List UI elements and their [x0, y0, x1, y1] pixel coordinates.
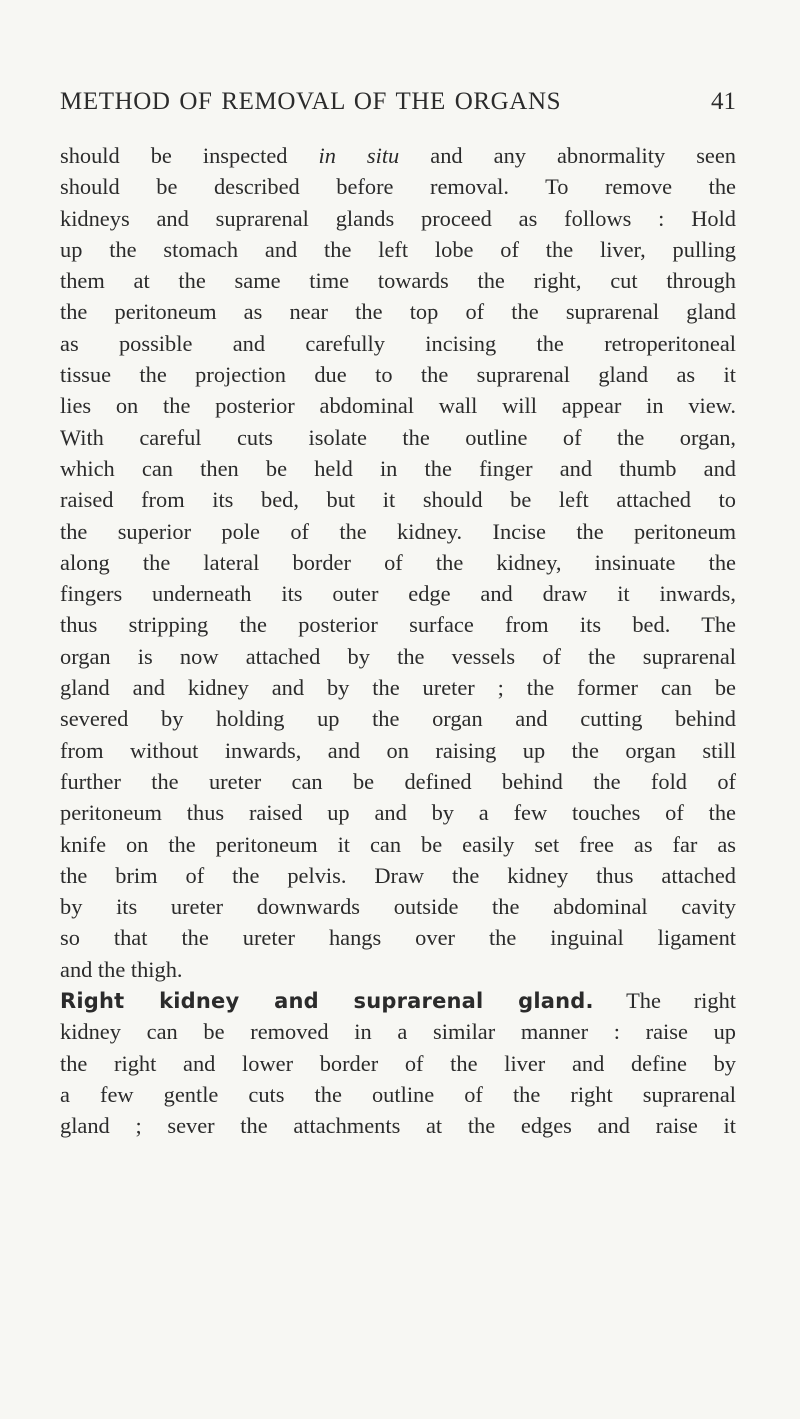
text-line: by its ureter downwards outside the abdominal cavity: [60, 894, 736, 920]
text-line: the peritoneum as near the top of the suprarenal gland: [60, 299, 736, 325]
body-text: [60, 140, 736, 1142]
text-line: organ is now attached by the vessels of the suprarenal: [60, 643, 736, 669]
text-line: gland and kidney and by the ureter ; the former can be: [60, 675, 736, 701]
running-title: METHOD OF REMOVAL OF THE ORGANS: [60, 88, 562, 115]
text-line: should be described before removal. To remove the: [60, 174, 736, 200]
text-line: gland ; sever the attachments at the edges and raise it: [60, 1113, 736, 1139]
text-line: them at the same time towards the right, cut through: [60, 268, 736, 294]
page-number: 41: [711, 88, 736, 115]
text-line: kidney can be removed in a similar manner : raise up: [60, 1019, 736, 1045]
text-line: the brim of the pelvis. Draw the kidney thus attached: [60, 862, 736, 888]
text-line: tissue the projection due to the suprarenal gland as it: [60, 362, 736, 388]
text-line: should be inspected in situ and any abnormality seen: [60, 143, 736, 168]
text-line: from without inwards, and on raising up the organ still: [60, 737, 736, 763]
text-line: peritoneum thus raised up and by a few touches of the: [60, 800, 736, 826]
text-line: so that the ureter hangs over the inguinal ligament: [60, 925, 736, 951]
text-line: a few gentle cuts the outline of the right suprarenal: [60, 1081, 736, 1107]
text-line: along the lateral border of the kidney, insinuate the: [60, 549, 736, 575]
text-line: the right and lower border of the liver and define by: [60, 1050, 736, 1076]
text-line: and the thigh.: [60, 956, 183, 982]
text-line: as possible and carefully incising the retroperitoneal: [60, 330, 736, 356]
section-heading-line: Right kidney and suprarenal gland. The right: [60, 988, 736, 1014]
italic-term: in situ: [318, 143, 400, 168]
text-line: the superior pole of the kidney. Incise the peritoneum: [60, 518, 736, 544]
text-line: raised from its bed, but it should be left attached to: [60, 487, 736, 513]
running-head: [60, 88, 736, 128]
text-line: thus stripping the posterior surface from its bed. The: [60, 612, 736, 638]
text-line: which can then be held in the finger and thumb and: [60, 455, 736, 481]
text-line: up the stomach and the left lobe of the liver, pulling: [60, 236, 736, 262]
text-line: further the ureter can be defined behind the fold of: [60, 768, 736, 794]
text-line: fingers underneath its outer edge and draw it inwards,: [60, 581, 736, 607]
text-line: severed by holding up the organ and cutting behind: [60, 706, 736, 732]
section-heading: Right kidney and suprarenal gland.: [60, 989, 594, 1014]
text-line: kidneys and suprarenal glands proceed as follows : Hold: [60, 205, 736, 231]
text-line: lies on the posterior abdominal wall will appear in view.: [60, 393, 736, 419]
text-line: knife on the peritoneum it can be easily set free as far as: [60, 831, 736, 857]
text-line: With careful cuts isolate the outline of the organ,: [60, 424, 736, 450]
